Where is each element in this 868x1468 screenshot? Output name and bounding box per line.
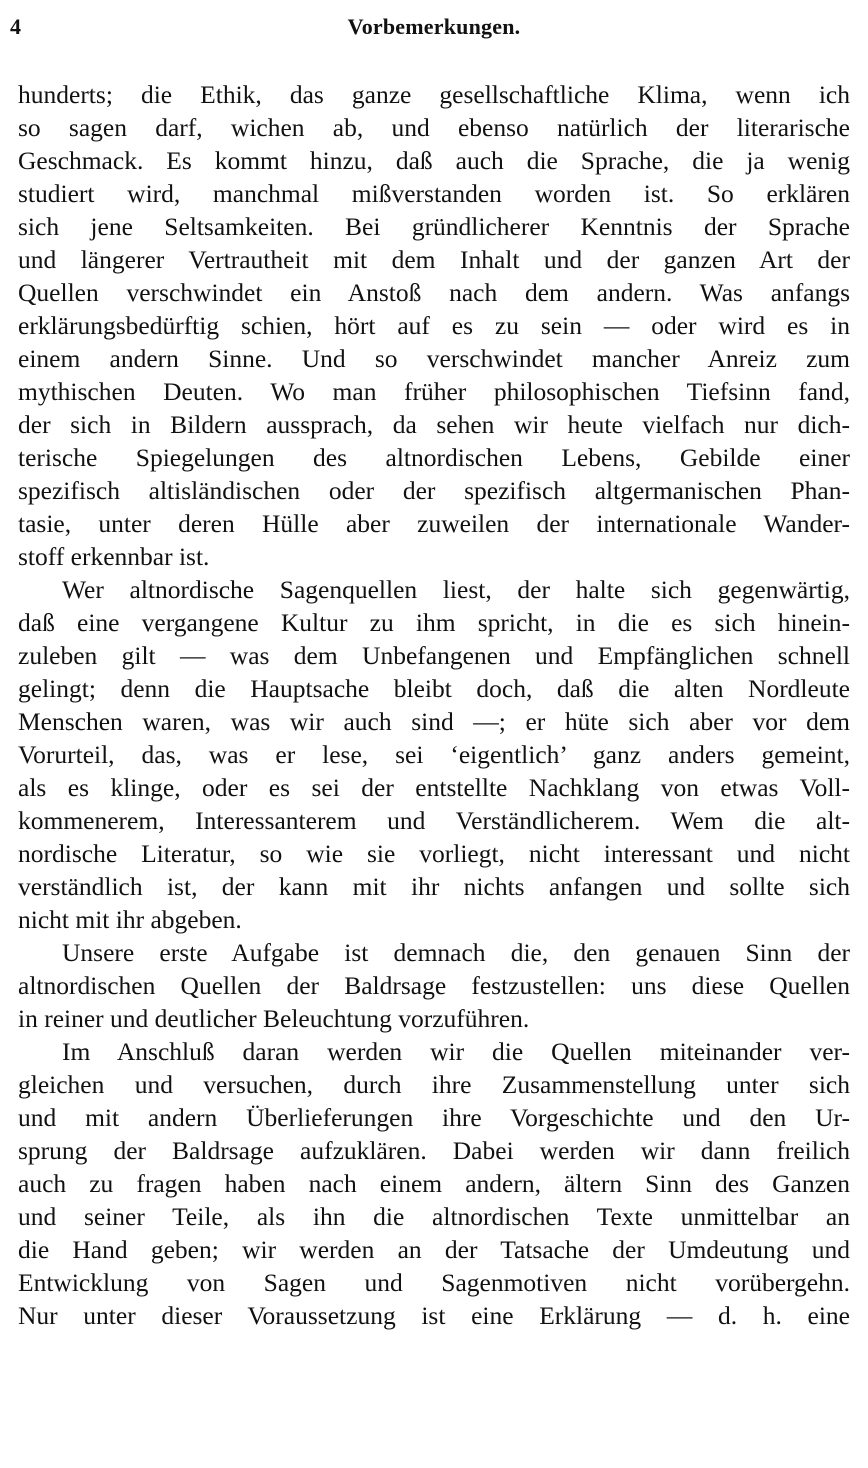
text-line: der sich in Bildern aussprach, da sehen wir heute vielfach nur dich- <box>18 410 850 439</box>
text-line: Entwicklung von Sagen und Sagenmotiven nicht vorübergehn. <box>18 1268 850 1297</box>
text-line: daß eine vergangene Kultur zu ihm spricht, in die es sich hinein- <box>18 608 850 637</box>
text-line: Quellen verschwindet ein Anstoß nach dem andern. Was anfangs <box>18 278 850 307</box>
text-line: Geschmack. Es kommt hinzu, daß auch die Sprache, die ja wenig <box>18 146 850 175</box>
text-line: als es klinge, oder es sei der entstellte Nachklang von etwas Voll- <box>18 773 850 802</box>
text-line: Vorurteil, das, was er lese, sei ‘eigentlich’ ganz anders gemeint, <box>18 740 850 769</box>
text-line: Wer altnordische Sagenquellen liest, der halte sich gegenwärtig, <box>62 575 850 604</box>
text-line: hunderts; die Ethik, das ganze gesellschaftliche Klima, wenn ich <box>18 80 850 109</box>
text-line: Im Anschluß daran werden wir die Quellen miteinander ver- <box>62 1037 850 1066</box>
body-text <box>18 78 850 1332</box>
text-line: Menschen waren, was wir auch sind —; er hüte sich aber vor dem <box>18 707 850 736</box>
paragraph <box>18 1035 850 1332</box>
text-line: sprung der Baldrsage aufzuklären. Dabei werden wir dann freilich <box>18 1136 850 1165</box>
paragraph <box>18 78 850 573</box>
paragraph <box>18 936 850 1035</box>
text-line: Unsere erste Aufgabe ist demnach die, den genauen Sinn der <box>62 938 850 967</box>
paragraph <box>18 573 850 936</box>
text-line: studiert wird, manchmal mißverstanden worden ist. So erklären <box>18 179 850 208</box>
text-line: sich jene Seltsamkeiten. Bei gründlicherer Kenntnis der Sprache <box>18 212 850 241</box>
page-number: 4 <box>10 14 21 39</box>
text-line: und seiner Teile, als ihn die altnordischen Texte unmittelbar an <box>18 1202 850 1231</box>
text-line: erklärungsbedürftig schien, hört auf es zu sein — oder wird es in <box>18 311 850 340</box>
text-line: gelingt; denn die Hauptsache bleibt doch, daß die alten Nordleute <box>18 674 850 703</box>
text-line: auch zu fragen haben nach einem andern, ältern Sinn des Ganzen <box>18 1169 850 1198</box>
text-line: zuleben gilt — was dem Unbefangenen und Empfänglichen schnell <box>18 641 850 670</box>
text-line: Nur unter dieser Voraussetzung ist eine Erklärung — d. h. eine <box>18 1301 850 1330</box>
text-line: tasie, unter deren Hülle aber zuweilen der internationale Wander- <box>18 509 850 538</box>
text-line: stoff erkennbar ist. <box>18 542 210 571</box>
text-line: und mit andern Überlieferungen ihre Vorgeschichte und den Ur- <box>18 1103 850 1132</box>
text-line: nordische Literatur, so wie sie vorliegt, nicht interessant und nicht <box>18 839 850 868</box>
text-line: altnordischen Quellen der Baldrsage festzustellen: uns diese Quellen <box>18 971 850 1000</box>
text-line: in reiner und deutlicher Beleuchtung vorzuführen. <box>18 1004 530 1033</box>
running-head: Vorbemerkungen. <box>347 14 521 39</box>
page-header <box>10 14 858 48</box>
text-line: kommenerem, Interessanterem und Verständlicherem. Wem die alt- <box>18 806 850 835</box>
text-line: einem andern Sinne. Und so verschwindet mancher Anreiz zum <box>18 344 850 373</box>
text-line: gleichen und versuchen, durch ihre Zusammenstellung unter sich <box>18 1070 850 1099</box>
text-line: terische Spiegelungen des altnordischen Lebens, Gebilde einer <box>18 443 850 472</box>
text-line: verständlich ist, der kann mit ihr nichts anfangen und sollte sich <box>18 872 850 901</box>
text-line: die Hand geben; wir werden an der Tatsache der Umdeutung und <box>18 1235 850 1264</box>
text-line: spezifisch altisländischen oder der spezifisch altgermanischen Phan- <box>18 476 850 505</box>
text-line: so sagen darf, wichen ab, und ebenso natürlich der literarische <box>18 113 850 142</box>
text-line: mythischen Deuten. Wo man früher philosophischen Tiefsinn fand, <box>18 377 850 406</box>
text-line: nicht mit ihr abgeben. <box>18 905 242 934</box>
text-line: und längerer Vertrautheit mit dem Inhalt und der ganzen Art der <box>18 245 850 274</box>
